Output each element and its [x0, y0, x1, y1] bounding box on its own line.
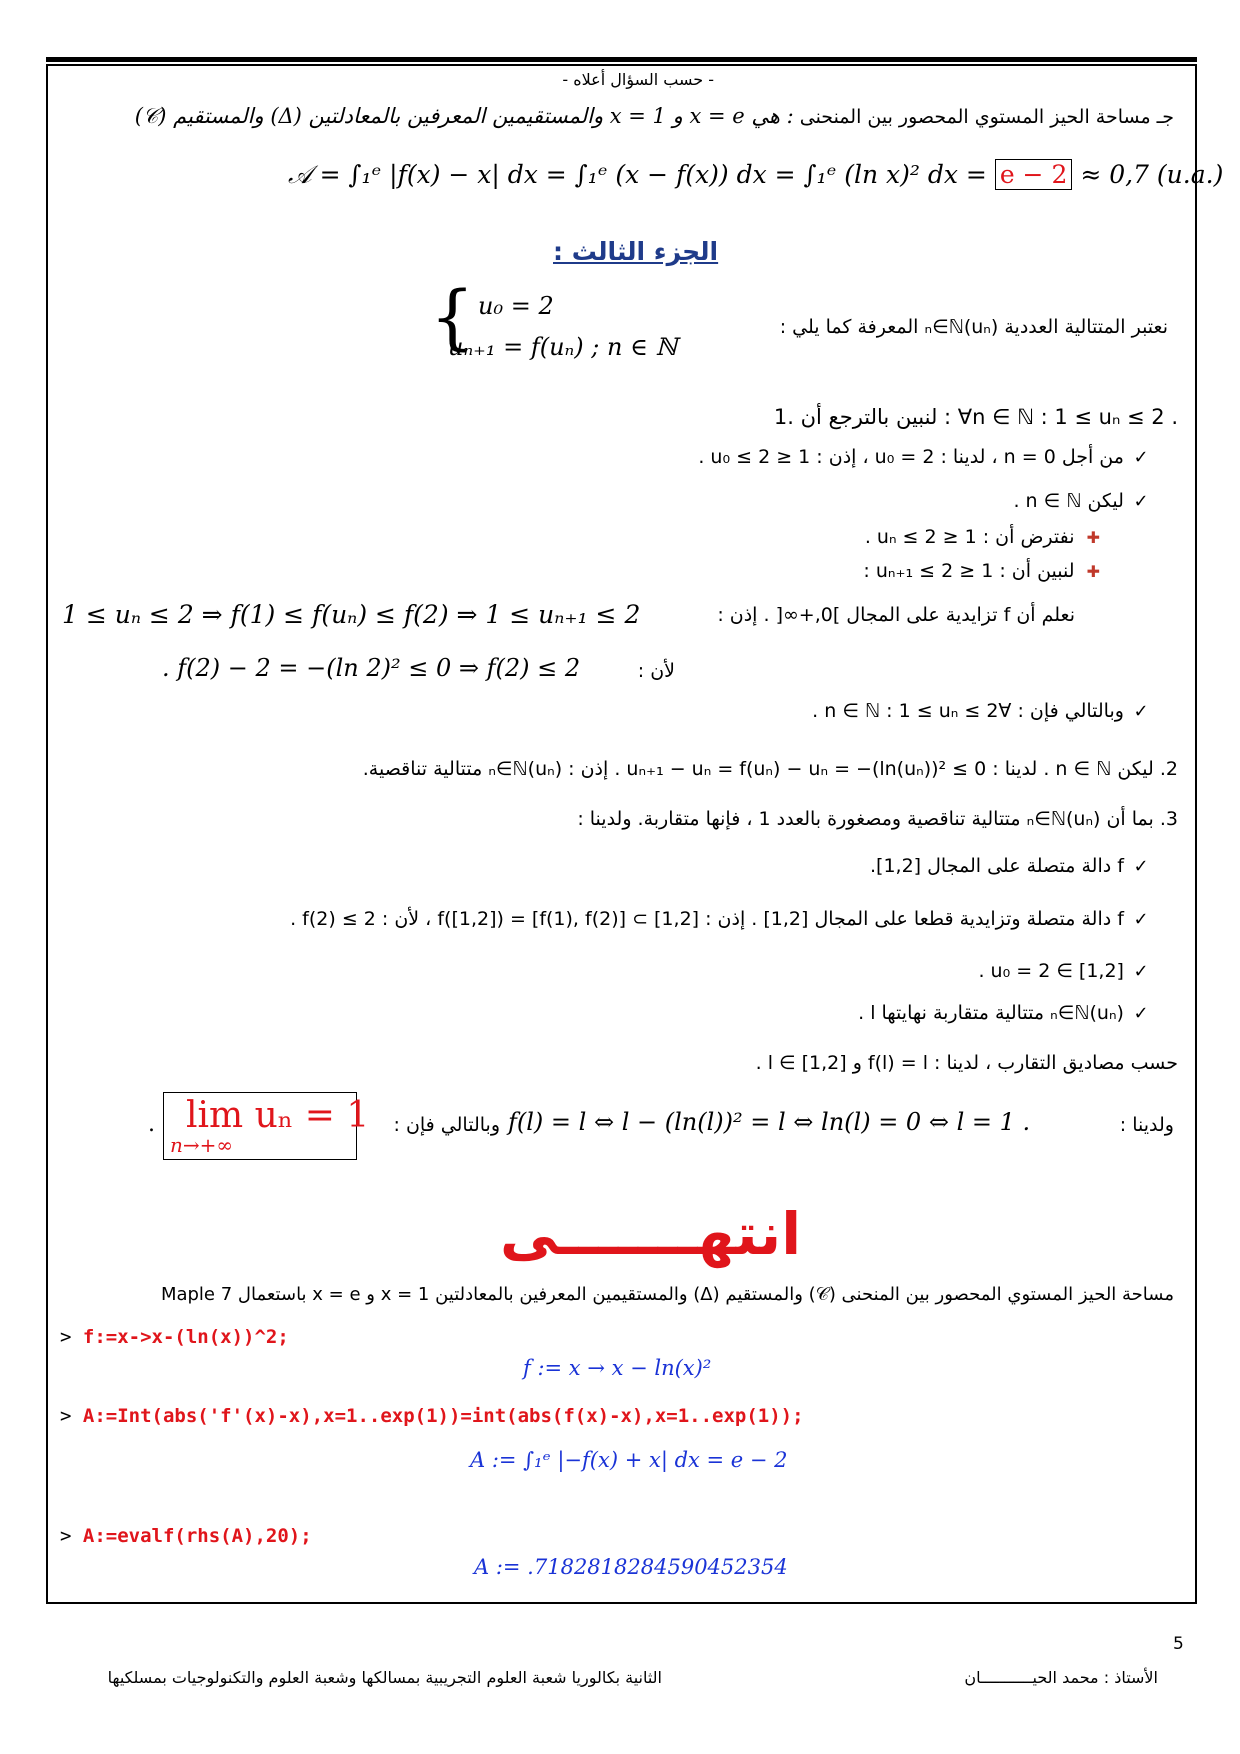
system-line1: u₀ = 2 [478, 292, 554, 320]
check-icon: ✓ [1133, 909, 1149, 930]
maple-out-3: A := .7182818284590452354 [474, 1555, 788, 1579]
q1-sub-assume: ✚ نفترض أن : 1 ≤ uₙ ≤ 2 . [864, 526, 1100, 548]
footer-level: الثانية بكالوريا شعبة العلوم التجريبية بمسالكها وشعبة العلوم والتكنولوجيات بمسلكيها [107, 1668, 662, 1687]
sequence-intro: نعتبر المتتالية العددية (uₙ)ₙ∈ℕ المعرفة كما يلي : [779, 316, 1168, 338]
maple-cmd-1: > f:=x->x-(ln(x))^2; [60, 1326, 289, 1348]
maple-cmd-3: > A:=evalf(rhs(A),20); [60, 1525, 312, 1547]
maple-out-2: A := ∫₁ᵉ |−f(x) + x| dx = e − 2 [470, 1448, 788, 1472]
limit-result: lim uₙ = 1 [186, 1095, 370, 1136]
top-rule [46, 57, 1197, 62]
check-icon: ✓ [1133, 961, 1149, 982]
area-question-label: جـ مساحة الحيز المستوي المحصور بين المنحنى [799, 106, 1174, 128]
system-line2: uₙ₊₁ = f(uₙ) ; n ∈ ℕ [448, 333, 678, 361]
check-icon: ✓ [1133, 491, 1149, 512]
maple-out-1: f := x → x − ln(x)² [523, 1356, 712, 1380]
q1-know: نعلم أن f تزايدية على المجال ]0,+∞[ . إذن : [717, 604, 1075, 626]
system-brace: { [430, 276, 475, 358]
area-question-intro [135, 104, 1174, 129]
area-integral-line [288, 160, 1223, 190]
q3-final-then: وبالتالي فإن : [393, 1114, 500, 1136]
q3-label: 3. بما أن (uₙ)ₙ∈ℕ متتالية تناقصية ومصغورة بالعدد 1 ، فإنها متقاربة. ولدينا : [577, 808, 1178, 830]
header-note: - حسب السؤال أعلاه - [562, 70, 714, 89]
area-integral: 𝒜 = ∫₁ᵉ |f(x) − x| dx = ∫₁ᵉ (x − f(x)) dx = ∫₁ᵉ (ln x)² dx = [288, 160, 987, 189]
check-icon: ✓ [1133, 701, 1149, 722]
q1-item-let-n: ✓ ليكن n ∈ ℕ . [1013, 490, 1152, 512]
q1-label: 1. لنبين بالترجع أن : ∀n ∈ ℕ : 1 ≤ uₙ ≤ 2 . [773, 405, 1178, 429]
page-number: 5 [1173, 1634, 1184, 1654]
limit-period: . [148, 1112, 155, 1137]
q1-sub-show: ✚ لنبين أن : 1 ≤ uₙ₊₁ ≤ 2 : [863, 560, 1100, 582]
q1-conclusion: ✓ وبالتالي فإن : ∀n ∈ ℕ : 1 ≤ uₙ ≤ 2 . [812, 700, 1152, 722]
area-question-formula: (𝒞) والمستقيم (Δ) والمستقيمين المعرفين بالمعادلتين x = 1 و x = e هي : [134, 104, 794, 128]
bullet-star-icon: ✚ [1086, 528, 1100, 547]
part3-title: الجزء الثالث : [553, 237, 719, 266]
q1-because-math: . f(2) − 2 = −(ln 2)² ≤ 0 ⇒ f(2) ≤ 2 [162, 654, 581, 682]
footer-teacher: الأستاذ : محمد الحيـــــــــــان [964, 1668, 1158, 1687]
q3-final-intro: ولدينا : [1119, 1114, 1174, 1136]
maple-intro: مساحة الحيز المستوي المحصور بين المنحنى (𝒞) والمستقيم (Δ) والمستقيمين المعرفين بالمعادلتين x = 1 و x = e باستعمال Maple 7 [160, 1284, 1174, 1305]
q1-item-n0: ✓ من أجل n = 0 ، لدينا : u₀ = 2 ، إذن : 1 ≤ u₀ ≤ 2 . [698, 446, 1152, 468]
end-word: انتهـــــــى [500, 1200, 802, 1268]
maple-cmd-2: > A:=Int(abs('f'(x)-x),x=1..exp(1))=int(abs(f(x)-x),x=1..exp(1)); [60, 1405, 804, 1427]
q3-criteria: حسب مصاديق التقارب ، لدينا : f(l) = l و l ∈ [1,2] . [755, 1052, 1178, 1074]
limit-box [163, 1092, 370, 1160]
area-result-boxed: e − 2 [995, 159, 1073, 190]
q2-text: 2. ليكن n ∈ ℕ . لدينا : uₙ₊₁ − uₙ = f(uₙ) − uₙ = −(ln(uₙ))² ≤ 0 . إذن : (uₙ)ₙ∈ℕ متتالية تناقصية. [362, 758, 1178, 780]
q3-item-convergent: ✓ (uₙ)ₙ∈ℕ متتالية متقاربة نهايتها l . [858, 1002, 1152, 1024]
q3-final-math: f(l) = l ⇔ l − (ln(l))² = l ⇔ ln(l) = 0 ⇔ l = 1 . [508, 1108, 1031, 1136]
check-icon: ✓ [1133, 447, 1149, 468]
q1-know-math: 1 ≤ uₙ ≤ 2 ⇒ f(1) ≤ f(uₙ) ≤ f(2) ⇒ 1 ≤ uₙ₊₁ ≤ 2 [62, 600, 641, 629]
check-icon: ✓ [1133, 856, 1149, 877]
q3-item-continuous: ✓ f دالة متصلة على المجال [1,2]. [870, 855, 1152, 877]
q1-because: لأن : [637, 660, 675, 682]
limit-subscript: n→+∞ [170, 1133, 234, 1157]
q3-item-u0: ✓ u₀ = 2 ∈ [1,2] . [978, 960, 1152, 982]
check-icon: ✓ [1133, 1003, 1149, 1024]
bullet-star-icon: ✚ [1086, 562, 1100, 581]
area-approx: ≈ 0,7 (u.a.) [1080, 160, 1224, 189]
q3-item-increasing: ✓ f دالة متصلة وتزايدية قطعا على المجال [1,2] . إذن : f([1,2]) = [f(1), f(2)] ⊂ [1,2] ، لأن : f(2) ≤ 2 . [290, 908, 1152, 930]
